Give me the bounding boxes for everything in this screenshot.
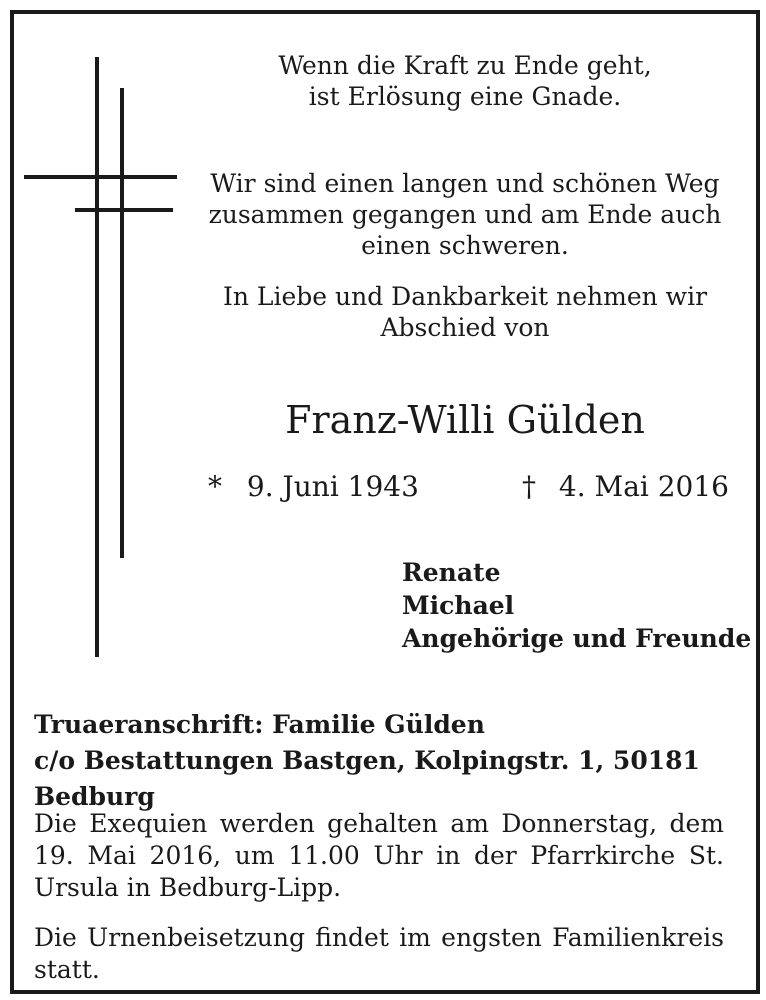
poem-line: Wir sind einen langen und schönen Weg xyxy=(210,169,720,198)
mourning-address xyxy=(34,707,734,815)
mourner: Renate xyxy=(402,558,501,587)
poem-line: ist Erlösung eine Gnade. xyxy=(308,82,622,111)
birth-date xyxy=(208,470,419,503)
death-cross-icon: † xyxy=(522,470,536,503)
urn-burial-notice: Die Urnenbeisetzung findet im engsten Familienkreis statt. xyxy=(34,923,724,984)
poem-line: zusammen gegangen und am Ende auch xyxy=(208,200,722,229)
birth-star-icon: * xyxy=(208,470,222,503)
address-line: c/o Bestattungen Bastgen, Kolpingstr. 1, 50181 Bedburg xyxy=(34,746,700,811)
intro-line: In Liebe und Dankbarkeit nehmen wir xyxy=(222,282,708,311)
poem-line: Wenn die Kraft zu Ende geht, xyxy=(278,51,652,80)
deceased-name: Franz-Willi Gülden xyxy=(285,398,645,442)
mourner: Angehörige und Freunde xyxy=(402,624,752,653)
poem-verse-1 xyxy=(205,50,725,112)
poem-verse-2 xyxy=(205,168,725,261)
intro-line: Abschied von xyxy=(380,313,550,342)
death-date-text: 4. Mai 2016 xyxy=(558,470,729,503)
mourner: Michael xyxy=(402,591,515,620)
death-date xyxy=(522,470,729,503)
address-line: Truaeranschrift: Familie Gülden xyxy=(34,710,485,739)
birth-date-text: 9. Juni 1943 xyxy=(246,470,419,503)
mourners-list xyxy=(402,556,751,655)
farewell-intro xyxy=(205,281,725,343)
poem-line: einen schweren. xyxy=(361,231,569,260)
exequies-notice: Die Exequien werden gehalten am Donnerstag, dem 19. Mai 2016, um 11.00 Uhr in der Pfarrkirche St. Ursula in Bedburg-Lipp. xyxy=(34,809,724,902)
